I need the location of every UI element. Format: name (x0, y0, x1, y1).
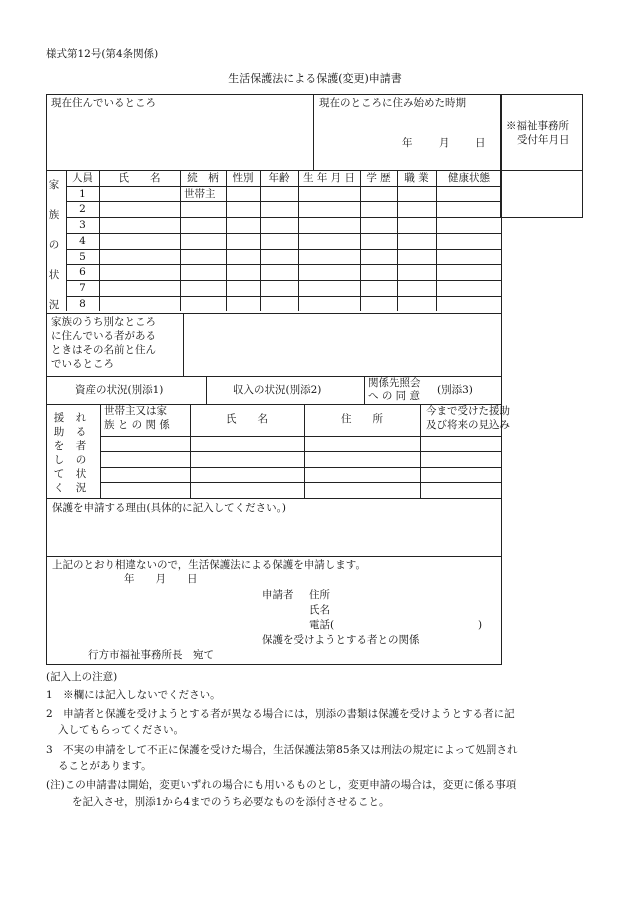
note-3-line-2: ることがあります。 (58, 760, 152, 772)
family-name-field[interactable] (100, 202, 179, 215)
family-header-cell: 性別 (232, 172, 254, 184)
family-header-cell: 氏 名 (118, 172, 161, 184)
applicant-name-label: 氏名 (309, 604, 330, 616)
support-side-char: を (53, 440, 65, 452)
family-side-char: の (48, 239, 60, 251)
reason-top-line (46, 498, 502, 499)
consent-label-2: へ の 同 意 (368, 390, 421, 402)
family-col-line (360, 170, 361, 311)
support-side-char: の (75, 454, 87, 466)
consent-ref: (別添3) (437, 384, 473, 396)
start-day-label: 日 (475, 137, 486, 149)
support-row-line (100, 467, 502, 468)
consent-label-1: 関係先照会 (368, 377, 421, 389)
support-side-char: れ (75, 412, 87, 424)
support-head-relation-2: 族 と の 関 係 (104, 419, 170, 431)
support-side-col-1 (52, 410, 66, 494)
current-address-label: 現在住んでいるところ (51, 97, 156, 109)
family-header-cell: 人員 (72, 172, 93, 184)
office-receipt-box (500, 94, 583, 218)
assets-divider-1 (206, 376, 207, 404)
family-name-field[interactable] (100, 297, 179, 310)
income-status-label: 収入の状況(別添2) (233, 384, 322, 396)
start-year-label: 年 (402, 137, 413, 149)
family-side-label (47, 177, 61, 327)
family-top-line (46, 170, 502, 171)
family-col-line (397, 170, 398, 311)
office-receipt-divider (500, 170, 583, 171)
family-side-char: 族 (48, 209, 60, 221)
family-row-number: 2 (79, 203, 86, 216)
family-name-field[interactable] (100, 187, 179, 200)
family-name-field[interactable] (100, 218, 179, 231)
applicant-phone-close: ) (478, 619, 483, 631)
family-side-char: 家 (48, 179, 60, 191)
support-row-line (100, 482, 502, 483)
current-address-field[interactable] (52, 112, 308, 166)
family-header-cell: 生 年 月 日 (302, 172, 355, 184)
assets-top-line (46, 376, 502, 377)
support-side-char: 者 (75, 440, 87, 452)
support-side-char: 状 (75, 468, 87, 480)
family-col-line (180, 170, 181, 311)
note-1: 1 ※欄には記入しないでください。 (46, 689, 221, 701)
family-row-number: 5 (79, 250, 86, 263)
separate-label-4: でいるところ (51, 358, 114, 370)
family-side-char: 状 (48, 269, 60, 281)
separate-label-2: に住んでいる者がある (51, 330, 156, 342)
reason-label: 保護を申請する理由(具体的に記入してください。) (52, 502, 286, 514)
family-row-number: 8 (79, 297, 86, 310)
support-row-line (100, 451, 502, 452)
reason-field[interactable] (52, 518, 496, 554)
family-header-cell: 年齢 (268, 172, 290, 184)
support-side-char: る (75, 426, 87, 438)
start-month-label: 月 (439, 137, 450, 149)
assets-divider-2 (364, 376, 365, 404)
support-head-address: 住 所 (341, 413, 383, 425)
family-row-number: 1 (79, 187, 86, 200)
declaration-date: 年 月 日 (124, 573, 198, 585)
note-4-line-2: を記入させ，別添1から4までのうち必要なものを添付させること。 (72, 796, 390, 808)
top-section-divider (313, 94, 314, 170)
family-header-cell: 健康状態 (448, 172, 490, 184)
family-col-line (226, 170, 227, 311)
note-4-line-1: (注)この申請書は開始，変更いずれの場合にも用いるものとし，変更申請の場合は，変更に係る事項 (46, 779, 517, 791)
family-side-char: 況 (48, 299, 60, 311)
addressee: 行方市福祉事務所長 宛て (88, 649, 214, 661)
asset-status-label: 資産の状況(別添1) (75, 384, 164, 396)
family-col-line (298, 170, 299, 311)
family-row-number: 4 (79, 234, 86, 247)
separate-label-3: ときはその名前と住ん (51, 344, 156, 356)
family-header-cell: 続 柄 (187, 172, 219, 184)
started-living-label: 現在のところに住み始めた時期 (319, 97, 466, 109)
support-head-help-2: 及び将来の見込み (426, 419, 510, 431)
support-side-char: て (53, 468, 65, 480)
applicant-phone-label: 電話( (309, 619, 335, 631)
support-head-help-1: 今まで受けた援助 (426, 405, 510, 417)
note-2-line-2: 入してもらってください。 (58, 724, 184, 736)
office-receipt-label-2: 受付年月日 (517, 134, 570, 146)
family-col-line (436, 170, 437, 311)
family-name-field[interactable] (100, 281, 179, 294)
declaration-top-line (46, 556, 502, 557)
separate-residents-field[interactable] (186, 316, 498, 373)
family-row-relation: 世帯主 (184, 187, 216, 200)
family-row-number: 3 (79, 219, 86, 232)
separate-top-line (46, 313, 502, 314)
support-side-char: 況 (75, 482, 87, 494)
form-number: 様式第12号(第4条関係) (46, 48, 159, 60)
separate-label-1: 家族のうち別なところ (51, 316, 156, 328)
family-name-field[interactable] (100, 265, 179, 278)
notes-heading: (記入上の注意) (46, 671, 118, 683)
family-header-cell: 職 業 (404, 172, 429, 184)
family-col-line (260, 170, 261, 311)
support-row-line (100, 436, 502, 437)
family-header-cell: 学 歴 (366, 172, 391, 184)
support-side-char: く (53, 482, 65, 494)
declaration-statement: 上記のとおり相違ないので，生活保護法による保護を申請します。 (52, 559, 366, 571)
support-side-col-2 (74, 410, 88, 494)
note-2-line-1: 2 申請者と保護を受けようとする者が異なる場合には，別添の書類は保護を受けようとする者に記 (46, 708, 515, 720)
applicant-address-label: 住所 (309, 589, 330, 601)
applicant-label: 申請者 (262, 589, 294, 601)
separate-divider (183, 313, 184, 376)
support-side-char: 援 (53, 412, 65, 424)
support-side-char: し (53, 454, 65, 466)
support-head-relation-1: 世帯主又は家 (104, 405, 167, 417)
support-head-name: 氏 名 (226, 413, 268, 425)
form-title: 生活保護法による保護(変更)申請書 (228, 72, 402, 85)
applicant-relation-label: 保護を受けようとする者との関係 (262, 634, 420, 646)
family-name-field[interactable] (100, 234, 179, 247)
family-row-number: 7 (79, 281, 86, 294)
office-receipt-label-1: ※福祉事務所 (506, 120, 569, 132)
support-side-char: 助 (53, 426, 65, 438)
note-3-line-1: 3 不実の申請をして不正に保護を受けた場合，生活保護法第85条又は刑法の規定によって処罰され (46, 744, 518, 756)
family-row-number: 6 (79, 266, 86, 279)
family-name-field[interactable] (100, 250, 179, 263)
